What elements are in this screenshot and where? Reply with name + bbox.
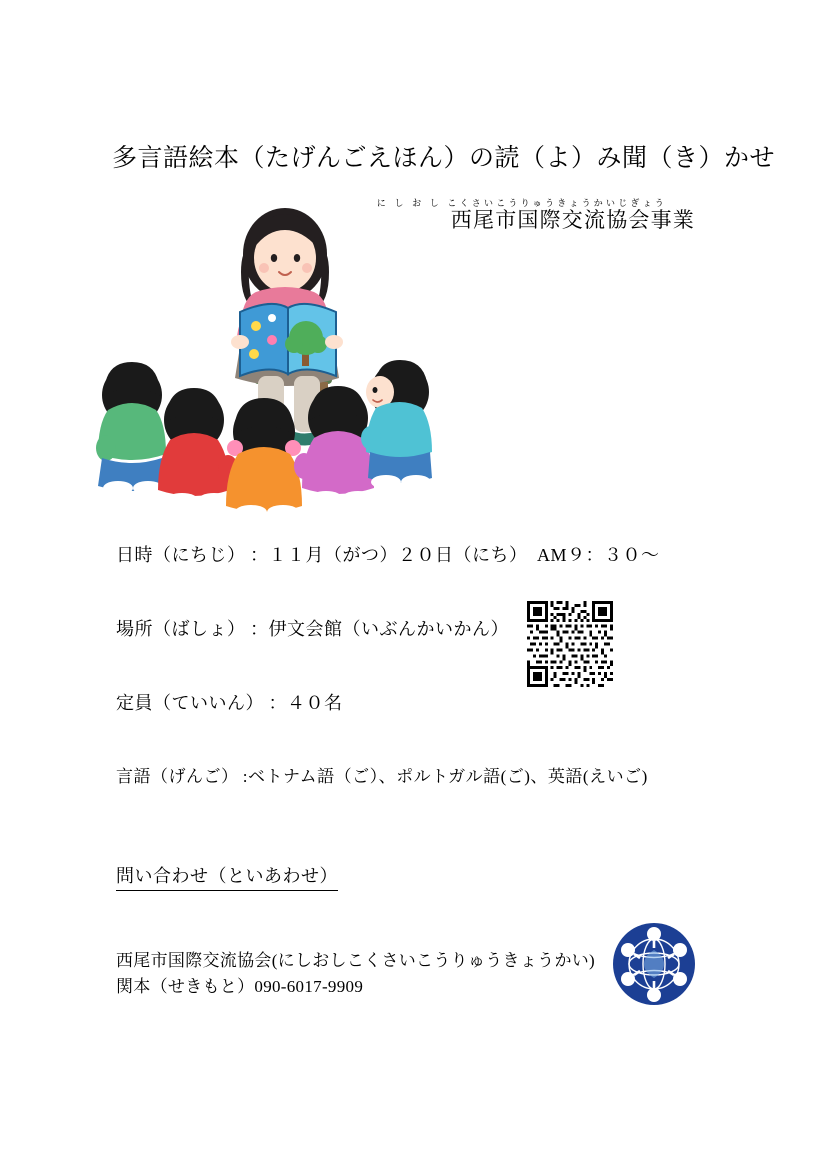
info-label-capacity: 定員（ていいん） <box>116 693 264 713</box>
storytime-illustration <box>88 196 454 516</box>
association-logo <box>612 922 696 1006</box>
contact-heading: 問い合わせ（といあわせ） <box>116 862 338 891</box>
info-value-datetime: ：１１月（がつ）２０日（にち） AM９：３０～ <box>250 545 660 565</box>
info-label-datetime: 日時（にちじ） <box>116 545 246 565</box>
info-value-capacity: ：４０名 <box>268 693 343 713</box>
info-row <box>116 617 716 641</box>
contact-person: 関本（せきもと）090-6017-9909 <box>116 977 364 996</box>
organizer-name: 西尾市国際交流協会事業 <box>450 208 695 232</box>
info-row <box>116 543 716 567</box>
organizer-ruby: に し お し こくさいこうりゅうきょうかいじぎょう <box>376 198 667 208</box>
qr-code[interactable] <box>527 601 613 687</box>
info-label-place: 場所（ばしょ） <box>116 619 246 639</box>
info-row <box>116 765 716 789</box>
page-title: 多言語絵本（たげんごえほん）の読（よ）み聞（き）かせ <box>112 145 776 172</box>
info-row <box>116 691 716 715</box>
contact-organization: 西尾市国際交流協会(にしおしこくさいこうりゅうきょうかい) <box>116 951 596 970</box>
info-value-languages: :ベトナム語（ご）、ポルトガル語(ご)、英語(えいご) <box>242 767 648 786</box>
info-label-languages: 言語（げんご） <box>116 767 239 786</box>
event-info <box>116 543 716 789</box>
info-value-place: ：伊文会館（いぶんかいかん） <box>250 619 509 639</box>
